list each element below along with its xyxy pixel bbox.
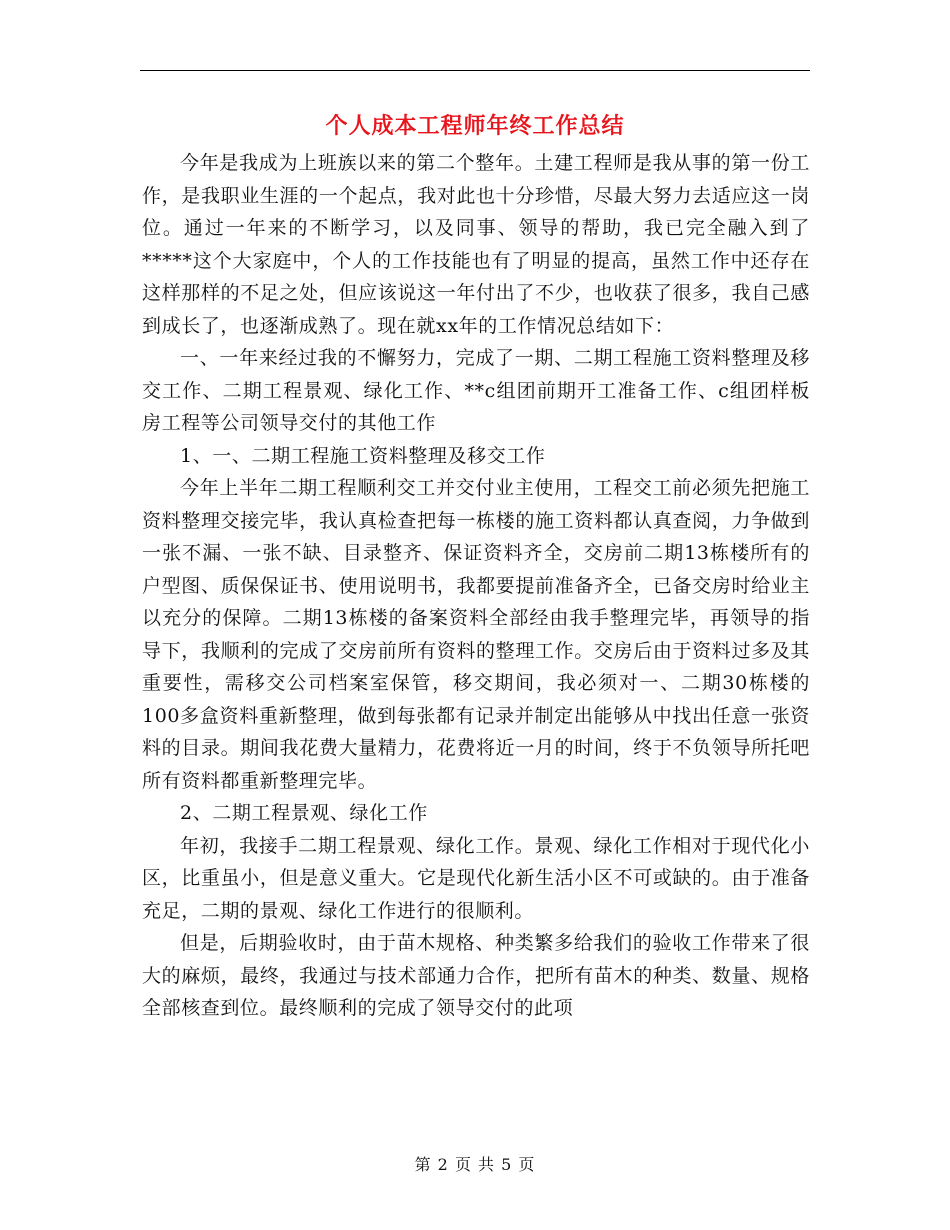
paragraph-intro: 今年是我成为上班族以来的第二个整年。土建工程师是我从事的第一份工作，是我职业生涯的一个起点，我对此也十分珍惜，尽最大努力去适应这一岗位。通过一年来的不断学习，以及同事、领导的帮助，我已完全融入到了*****这个大家庭中，个人的工作技能也有了明显的提高，虽然工作中还存在这样那样的不足之处，但应该说这一年付出了不少，也收获了很多，我自己感到成长了，也逐渐成熟了。现在就xx年的工作情况总结如下： <box>142 152 810 337</box>
paragraph-heading-1: 1、一、二期工程施工资料整理及移交工作 <box>180 444 546 467</box>
page-footer <box>0 1152 950 1175</box>
document-body <box>142 147 810 1025</box>
paragraph-heading-2: 2、二期工程景观、绿化工作 <box>180 802 428 824</box>
header-rule <box>140 70 810 71</box>
page-number: 第 2 页 共 5 页 <box>414 1155 536 1174</box>
paragraph-materials: 今年上半年二期工程顺利交工并交付业主使用，工程交工前必须先把施工资料整理交接完毕，我认真检查把每一栋楼的施工资料都认真查阅，力争做到一张不漏、一张不缺、目录整齐、保证资料齐全，交房前二期13栋楼所有的户型图、质保保证书、使用说明书，我都要提前准备齐全，已备交房时给业主以充分的保障。二期13栋楼的备案资料全部经由我手整理完毕，再领导的指导下，我顺利的完成了交房前所有资料的整理工作。交房后由于资料过多及其重要性，需移交公司档案室保管，移交期间，我必须对一、二期30栋楼的100多盒资料重新整理，做到每张都有记录并制定出能够从中找出任意一张资料的目录。期间我花费大量精力，花费将近一月的时间，终于不负领导所托吧所有资料都重新整理完毕。 <box>142 477 810 792</box>
paragraph-acceptance: 但是，后期验收时，由于苗木规格、种类繁多给我们的验收工作带来了很大的麻烦，最终，我通过与技术部通力合作，把所有苗木的种类、数量、规格全部核查到位。最终顺利的完成了领导交付的此项 <box>142 932 810 1019</box>
paragraph-landscape: 年初，我接手二期工程景观、绿化工作。景观、绿化工作相对于现代化小区，比重虽小，但是意义重大。它是现代化新生活小区不可或缺的。由于准备充足，二期的景观、绿化工作进行的很顺利。 <box>142 834 810 922</box>
document-title: 个人成本工程师年终工作总结 <box>325 113 625 139</box>
paragraph-section-one: 一、一年来经过我的不懈努力，完成了一期、二期工程施工资料整理及移交工作、二期工程景观、绿化工作、**c组团前期开工准备工作、c组团样板房工程等公司领导交付的其他工作 <box>142 347 810 434</box>
